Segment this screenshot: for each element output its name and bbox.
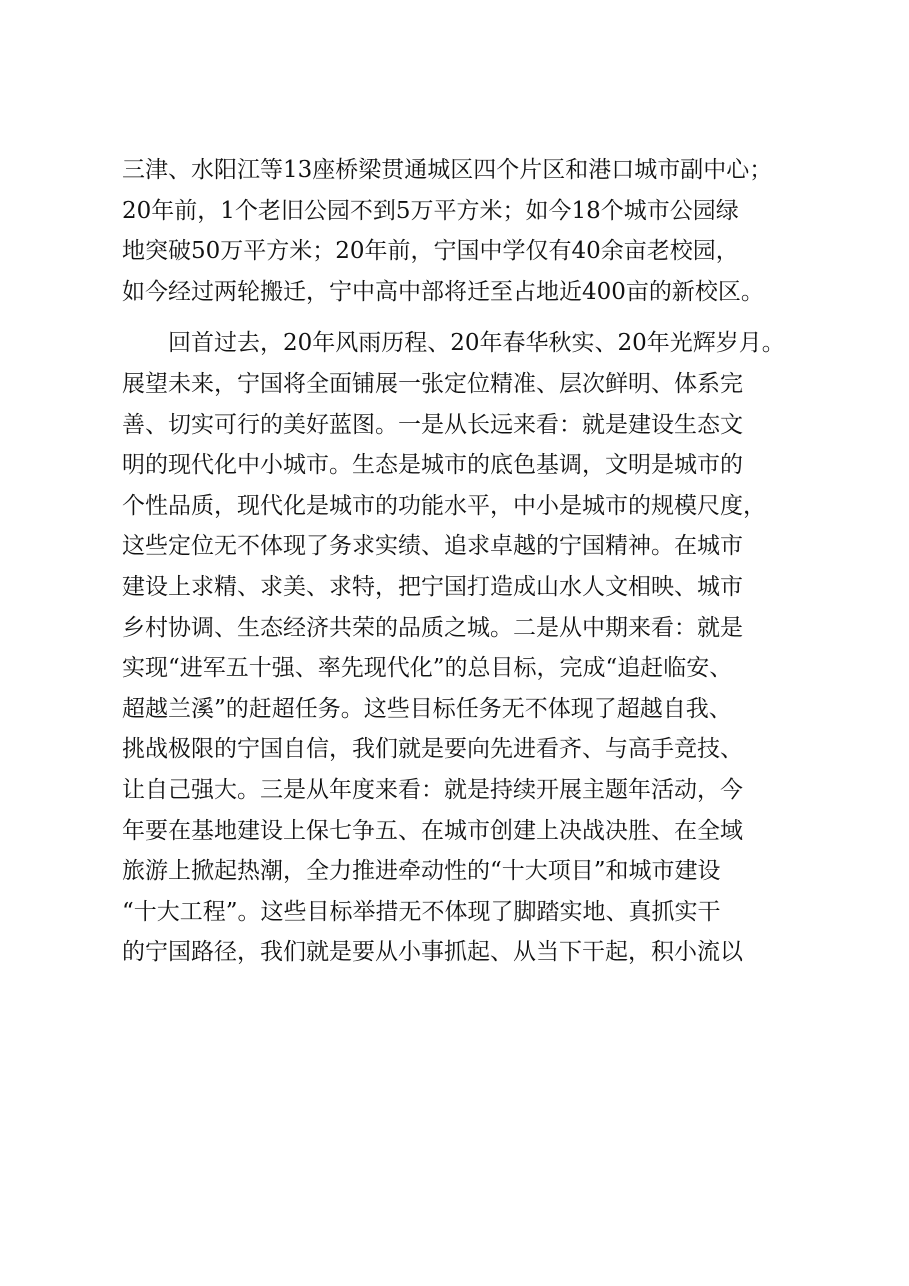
text-line: 明的现代化中小城市。生态是城市的底色基调，文明是城市的: [122, 452, 743, 479]
text-line: 如今经过两轮搬迁，宁中高中部将迁至占地近400亩的新校区。: [122, 278, 764, 305]
text-line: 年要在基地建设上保七争五、在城市创建上决战决胜、在全域: [122, 817, 743, 844]
text-line: 的宁国路径，我们就是要从小事抓起、从当下干起，积小流以: [122, 939, 743, 966]
text-line: 这些定位无不体现了务求实绩、追求卓越的宁国精神。在城市: [122, 533, 743, 560]
text-line: 三津、水阳江等13座桥梁贯通城区四个片区和港口城市副中心；: [122, 157, 773, 183]
text-line: 实现“进军五十强、率先现代化”的总目标，完成“追赶临安、: [122, 655, 733, 682]
text-line: 超越兰溪”的赶超任务。这些目标任务无不体现了超越自我、: [122, 695, 732, 722]
text-line: 展望未来，宁国将全面铺展一张定位精准、层次鲜明、体系完: [122, 370, 743, 397]
text-line: 建设上求精、求美、求特，把宁国打造成山水人文相映、城市: [122, 573, 743, 600]
paragraph-1: [122, 150, 802, 312]
text-line: 旅游上掀起热潮，全力推进牵动性的“十大项目”和城市建设: [122, 858, 721, 885]
paragraph-2: [122, 323, 802, 973]
text-line: 挑战极限的宁国自信，我们就是要向先进看齐、与高手竞技、: [122, 736, 743, 763]
text-line: 乡村协调、生态经济共荣的品质之城。二是从中期来看：就是: [122, 614, 743, 641]
text-line: 回首过去，20年风雨历程、20年春华秋实、20年光辉岁月。: [122, 330, 785, 357]
text-line: 地突破50万平方米；20年前，宁国中学仅有40余亩老校园，: [122, 238, 739, 265]
text-line: 让自己强大。三是从年度来看：就是持续开展主题年活动，今: [122, 776, 743, 803]
paragraph-gap: [122, 312, 802, 323]
text-line: 善、切实可行的美好蓝图。一是从长远来看：就是建设生态文: [122, 411, 743, 438]
text-line: 20年前，1个老旧公园不到5万平方米；如今18个城市公园绿: [122, 197, 739, 224]
document-body: [122, 150, 802, 973]
text-line: “十大工程”。这些目标举措无不体现了脚踏实地、真抓实干: [122, 898, 721, 925]
text-line: 个性品质，现代化是城市的功能水平，中小是城市的规模尺度，: [122, 492, 766, 519]
